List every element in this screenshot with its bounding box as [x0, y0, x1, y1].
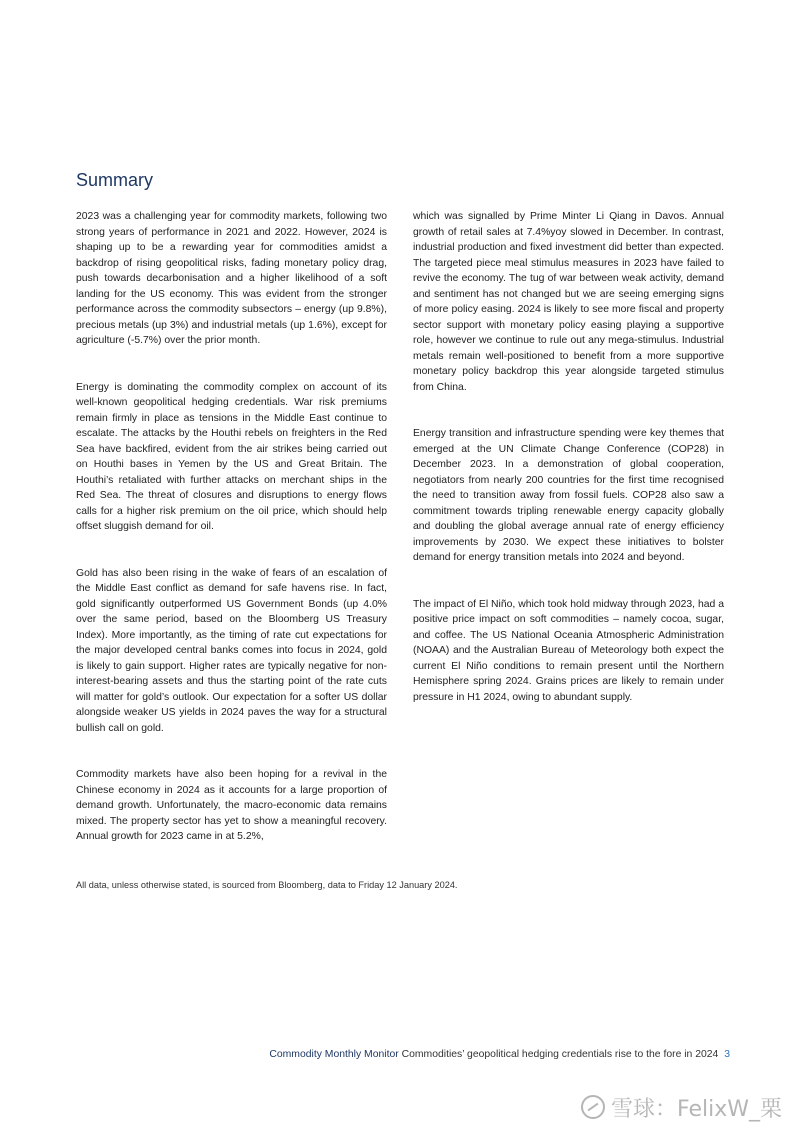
- paragraph: Energy transition and infrastructure spending were key themes that emerged at the UN Climate Change Conference (COP28) in December 2023. In a demonstration of global cooperation, negotiators from nearly 200 countries for the first time recognised the need to transition away from fossil fuels. COP28 also saw a commitment towards tripling renewable energy capacity globally and doubling the global average annual rate of energy efficiency improvements by 2030. We expect these initiatives to bolster demand for energy transition metals into 2024 and beyond.: [413, 428, 724, 563]
- paragraph: which was signalled by Prime Minter Li Qiang in Davos. Annual growth of retail sales at 7.4%yoy slowed in December. In contrast, industrial production and fixed investment did better than expected. The targeted piece meal stimulus measures in 2023 have failed to revive the economy. The tug of war between weak activity, demand and sentiment has not changed but we are seeing emerging signs of more policy easing. 2024 is likely to see more fiscal and property sector support with monetary policy easing playing a supportive role, however we continue to rule out any mega-stimulus. Industrial metals remain well-positioned to benefit from a more supportive monetary policy backdrop this year alongside targeted stimulus from China.: [413, 211, 724, 393]
- page-footer: [269, 1049, 730, 1060]
- data-source-footnote: All data, unless otherwise stated, is sourced from Bloomberg, data to Friday 12 January 2024.: [76, 880, 458, 890]
- right-column: [413, 209, 724, 736]
- paragraph: Commodity markets have also been hoping for a revival in the Chinese economy in 2024 as it accounts for a large proportion of demand growth. Unfortunately, the macro-economic data remains mixed. The property sector has yet to show a meaningful recovery. Annual growth for 2023 came in at 5.2%,: [76, 769, 387, 842]
- watermark-text: 雪球：FelixW_栗: [611, 1097, 782, 1122]
- footer-brand: Commodity Monthly Monitor: [269, 1049, 399, 1060]
- left-column: [76, 209, 387, 876]
- section-title: Summary: [76, 170, 154, 190]
- watermark-logo-icon: [581, 1095, 605, 1119]
- page-number: 3: [724, 1049, 730, 1060]
- paragraph: The impact of El Niño, which took hold midway through 2023, had a positive price impact on soft commodities – namely cocoa, sugar, and coffee. The US National Oceania Atmospheric Administration (NOAA) and the Australian Bureau of Meteorology both expect the current El Niño conditions to remain present until the Northern Hemisphere spring 2024. Grains prices are likely to remain under pressure in H1 2024, owing to abundant supply.: [413, 598, 724, 703]
- paragraph: Gold has also been rising in the wake of fears of an escalation of the Middle East conflict as demand for safe havens rise. In fact, gold significantly outperformed US Government Bonds (up 4.0% over the same period, based on the Bloomberg US Treasury Index). More importantly, as the timing of rate cut expectations for the major developed central banks comes into focus in 2024, gold is likely to gain support. Higher rates are typically negative for non-interest-bearing assets and thus the starting point of the rate cuts will matter for gold’s outlook. Our expectation for a softer US dollar alongside weaker US yields in 2024 paves the way for a structural bullish call on gold.: [76, 567, 387, 734]
- paragraph: Energy is dominating the commodity complex on account of its well-known geopolitical hedging credentials. War risk premiums remain firmly in place as tensions in the Middle East continue to escalate. The attacks by the Houthi rebels on freighters in the Red Sea have backfired, evident from the air strikes being carried out on Houthi bases in Yemen by the US and Great Britain. The Houthi’s retaliated with further attacks on merchant ships in the Red Sea. The threat of closures and disruptions to energy flows calls for a higher risk premium on the oil price, which should help offset sluggish demand for oil.: [76, 381, 387, 532]
- footer-subtitle: Commodities’ geopolitical hedging credentials rise to the fore in 2024: [401, 1049, 719, 1060]
- paragraph: 2023 was a challenging year for commodity markets, following two strong years of performance in 2021 and 2022. However, 2024 is shaping up to be a rewarding year for commodities amidst a backdrop of rising geopolitical risks, fading monetary policy drag, push towards decarbonisation and a higher likelihood of a soft landing for the US economy. This was evident from the stronger performance across the commodity subsectors – energy (up 9.8%), precious metals (up 3%) and industrial metals (up 1.6%), except for agriculture (-5.7%) over the prior month.: [76, 211, 387, 346]
- watermark: [581, 1092, 782, 1123]
